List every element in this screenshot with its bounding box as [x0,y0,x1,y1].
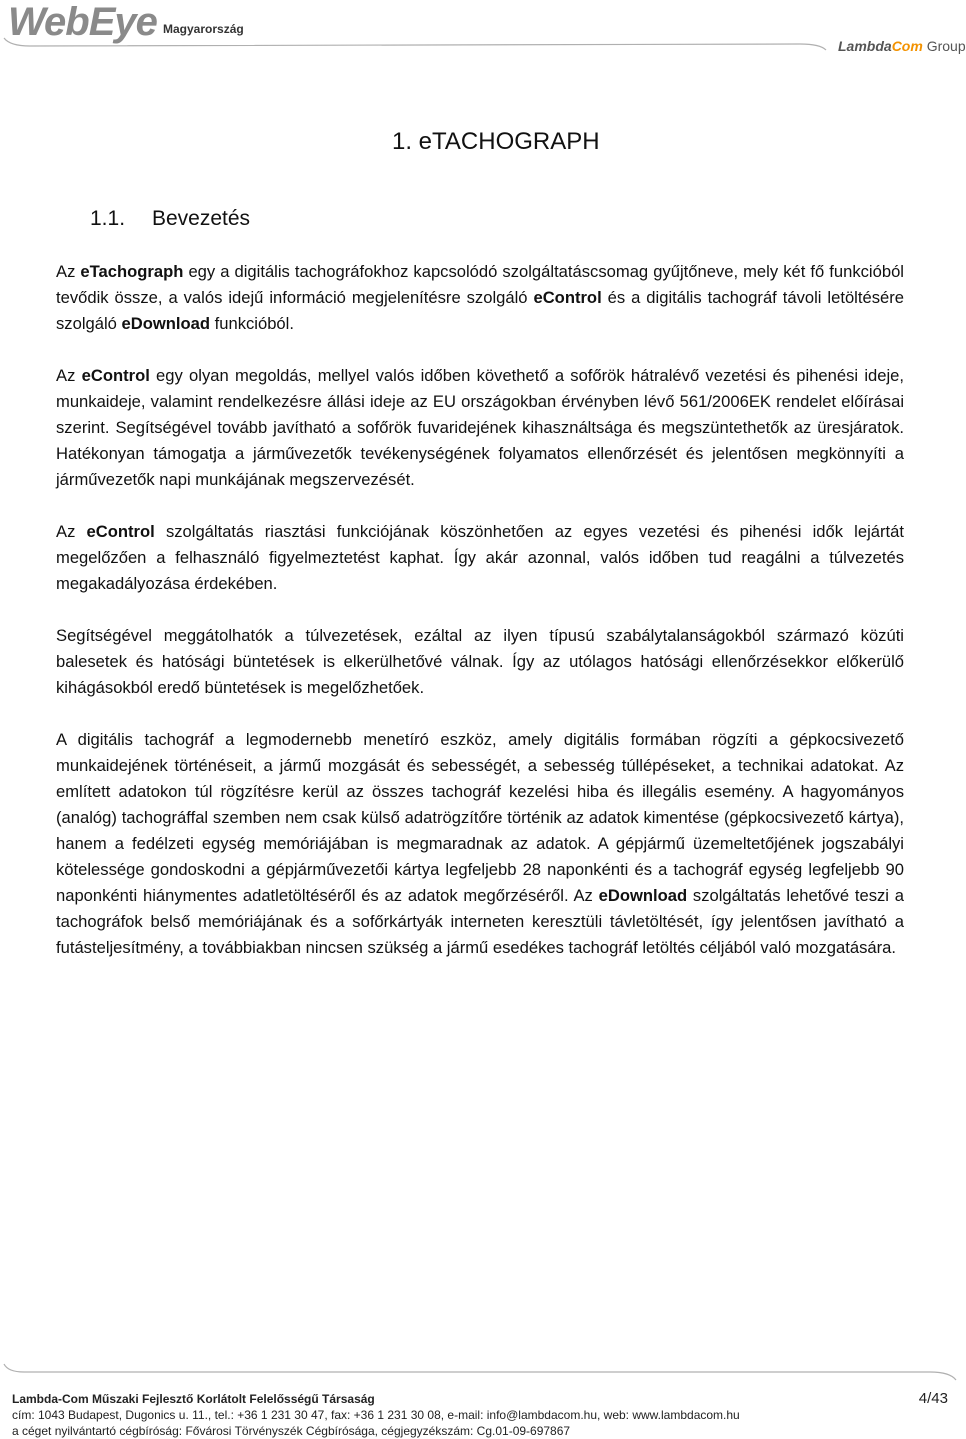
paragraph [56,623,904,701]
lambdacom-logo-lambda: Lambda [838,38,892,54]
bold-term: eControl [86,522,155,541]
lambdacom-logo-group: Group [926,38,966,54]
footer-address: cím: 1043 Budapest, Dugonics u. 11., tel.: +36 1 231 30 47, fax: +36 1 231 30 08, e-mail: info@lambdacom.hu, web: www.lambdacom.hu [12,1408,740,1422]
text-segment: funkcióból. [210,314,294,333]
paragraph [56,363,904,493]
section-number: 1.1. [90,207,126,230]
webeye-logo-text: WebEye [8,0,157,44]
text-segment: Az [56,262,81,281]
text-segment: szolgáltatás riasztási funkciójának köszönhetően az egyes vezetési és pihenési idők lejártát megelőzően a felhasználó figyelmeztetést kaphat. Így akár azonnal, valós időben tud reagálni a túlvezetés megakadályozása érdekében. [56,522,904,593]
webeye-region-label: Magyarország [163,22,244,36]
section-title [90,207,250,231]
paragraph [56,519,904,597]
text-segment: egy a digitális tachográfokhoz kapcsolódó szolgáltatáscsomag gyűjtőneve, mely két fő funkcióból tevődik össze, a valós idejű információ megjelenítésre szolgáló [56,262,904,307]
text-segment: A digitális tachográf a legmodernebb menetíró eszköz, amely digitális formában rögzíti a gépkocsivezető munkaidejének történéseit, a jármű mozgását és sebességét, a sebesség túllépéseket, a technikai adatokat. Az említett adatokon túl rögzítésre kerül az összes tachográf kezelési hiba és illegális esemény. A hagyományos (analóg) tachográffal szemben nem csak külső adatrögzítőre történik az adatok kimentése (gépkocsivezető kártya), hanem a fedélzeti egység memóriájában is megmaradnak az adatok. A gépjármű üzemeltetőjének jogszabályi kötelessége gondoskodni a gépjárművezetői kártya legfeljebb 28 naponkénti és a tachográf egység legfeljebb 90 naponkénti hiánymentes adatletöltéséről és az adatok megőrzéséről. Az [56,730,904,905]
text-segment: Segítségével meggátolhatók a túlvezetések, ezáltal az ilyen típusú szabálytalanságokból származó közúti balesetek és hatósági büntetések is elkerülhetővé válnak. Így az utólagos hatósági ellenőrzésekkor előkerülő kihágásokból eredő büntetések is megelőzhetőek. [56,626,904,697]
text-segment: Az [56,366,82,385]
paragraph [56,259,904,337]
lambdacom-logo [838,38,966,54]
footer-swoosh-line [0,1360,960,1384]
lambdacom-logo-com: Com [891,38,923,54]
paragraph [56,727,904,961]
text-segment: és a digitális tachográf távoli letöltésére szolgáló [56,288,904,333]
bold-term: eDownload [121,314,211,333]
header-swoosh-line [0,36,960,56]
text-segment: szolgáltatás lehetővé teszi a tachográfok belső memóriájának és a sofőrkártyák interneten keresztüli távletöltését, így jelentősen javítható a futásteljesítmény, a továbbiakban nincsen szükség a jármű esedékes tachográf letöltés céljából való mozgatására. [56,886,904,957]
bold-term: eControl [81,366,150,385]
section-text: Bevezetés [152,207,251,230]
page-number: 4/43 [918,1390,948,1407]
text-segment: Az [56,522,87,541]
bold-term: eTachograph [80,262,184,281]
chapter-title: 1. eTACHOGRAPH [392,128,600,155]
text-segment: egy olyan megoldás, mellyel valós időben követhető a sofőrök hátralévő vezetési és pihenési ideje, munkaideje, valamint rendelkezésre állási ideje az EU országokban érvényben lévő 561/2006EK rendelet előírásai szerint. Segítségével tovább javítható a sofőrök fuvaridejének kihasználtsága és megszüntethetők az üresjáratok. Hatékonyan támogatja a járművezetők tevékenységének folyamatos ellenőrzését és jelentősen megkönnyíti a járművezetők napi munkájának megszervezését. [56,366,904,489]
bold-term: eDownload [598,886,688,905]
footer [12,1391,812,1439]
document-body [56,259,904,987]
bold-term: eControl [533,288,602,307]
footer-company: Lambda-Com Műszaki Fejlesztő Korlátolt Felelősségű Társaság [12,1392,375,1406]
footer-registry: a céget nyilvántartó cégbíróság: Fővárosi Törvényszék Cégbírósága, cégjegyzékszám: Cg.01-09-697867 [12,1424,571,1438]
